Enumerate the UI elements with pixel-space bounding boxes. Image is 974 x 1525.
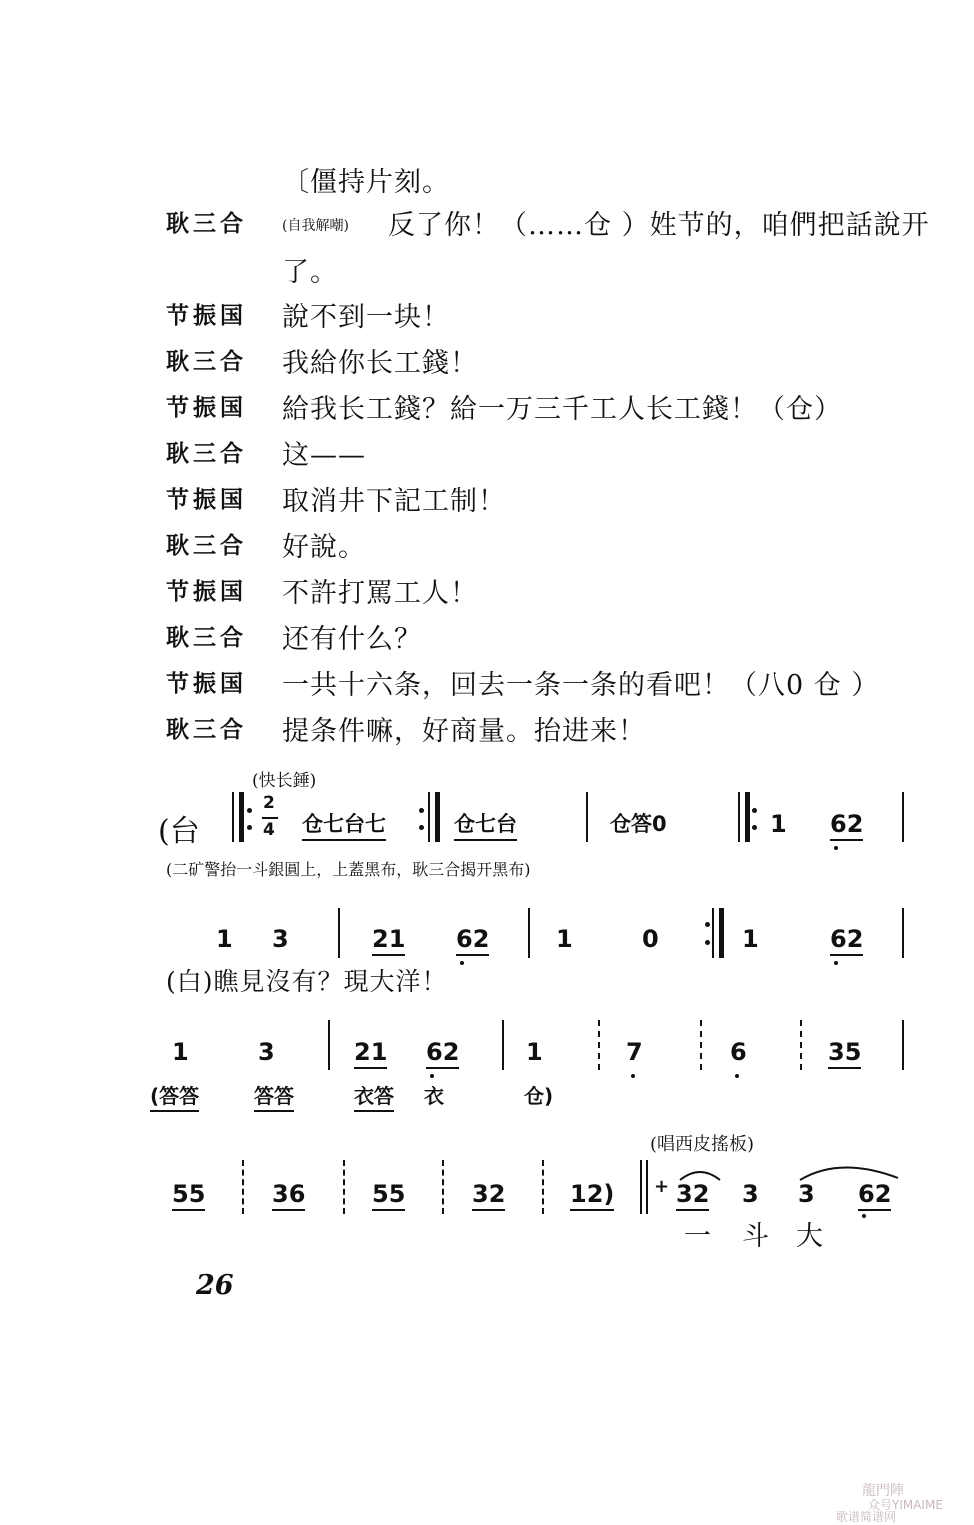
speaker-name: 节振国 bbox=[166, 487, 247, 513]
dialogue-line: 說不到一块！ bbox=[282, 302, 450, 333]
speaker-name: 耿三合 bbox=[166, 717, 247, 743]
low-octave-dot bbox=[834, 961, 838, 965]
note: 7 bbox=[626, 1038, 643, 1066]
note-pair: 32 bbox=[472, 1180, 505, 1211]
note: 6 bbox=[730, 1038, 747, 1066]
speaker-name: 节振国 bbox=[166, 671, 247, 697]
note-pair: 62 bbox=[426, 1038, 459, 1069]
stage-direction: 〔僵持片刻。 bbox=[282, 167, 450, 198]
dialogue-line: 提条件嘛，好商量。抬进来！ bbox=[282, 716, 646, 747]
repeat-start-barline bbox=[232, 792, 244, 842]
dialogue-line: 我給你长工錢！ bbox=[282, 348, 478, 379]
speaker-name: 耿三合 bbox=[166, 625, 247, 651]
note-pair-with-bracket bbox=[570, 1180, 614, 1208]
stage-direction: (二矿警抬一斗銀圓上，上蓋黑布，耿三合揭开黑布) bbox=[166, 860, 531, 879]
note-pair: 35 bbox=[828, 1038, 861, 1069]
note: 1 bbox=[556, 925, 573, 953]
slur bbox=[800, 1167, 898, 1180]
barline bbox=[640, 1160, 642, 1214]
rest: 0 bbox=[642, 925, 659, 953]
note: 3 bbox=[742, 1180, 759, 1208]
barline bbox=[902, 1020, 904, 1070]
repeat-dot bbox=[705, 922, 710, 927]
low-octave-dot bbox=[862, 1214, 866, 1218]
percussion-measure: 仓七台七 bbox=[302, 808, 386, 841]
dialogue-line: 給我长工錢？給一万三千工人长工錢！（仓） bbox=[282, 394, 842, 425]
repeat-end-barline bbox=[428, 792, 440, 842]
low-octave-dot bbox=[460, 961, 464, 965]
note: 1 bbox=[216, 925, 233, 953]
speaker-name: 节振国 bbox=[166, 579, 247, 605]
repeat-dot bbox=[247, 825, 252, 830]
dialogue-line: 这—— bbox=[282, 440, 366, 471]
lyric-syllable: 一 bbox=[684, 1221, 712, 1252]
tempo-marking: (唱西皮搖板) bbox=[650, 1134, 755, 1155]
dialogue-line: 一共十六条，回去一条一条的看吧！（八0 仓 ） bbox=[282, 670, 880, 701]
dashed-barline bbox=[800, 1020, 802, 1070]
barline bbox=[502, 1020, 504, 1070]
note: 3 bbox=[272, 925, 289, 953]
note-pair: 62 bbox=[858, 1180, 891, 1211]
repeat-start-barline bbox=[738, 792, 750, 842]
note-pair: 55 bbox=[372, 1180, 405, 1211]
barline bbox=[328, 1020, 330, 1070]
percussion-measure: 仓答0 bbox=[610, 812, 667, 836]
watermark-text: 歌谱简谱网 bbox=[836, 1510, 897, 1524]
speaker-name: 耿三合 bbox=[166, 441, 247, 467]
barline bbox=[646, 1160, 648, 1214]
note-pair: 55 bbox=[172, 1180, 205, 1211]
dashed-barline bbox=[542, 1160, 544, 1214]
lyric-syllable: 大 bbox=[796, 1221, 824, 1252]
note-pair: 21 bbox=[372, 925, 405, 956]
low-octave-dot bbox=[430, 1074, 434, 1078]
percussion-syllables: (答答 bbox=[150, 1080, 199, 1112]
note-pair: 36 bbox=[272, 1180, 305, 1211]
percussion-syllables: 仓) bbox=[524, 1084, 554, 1108]
low-octave-dot bbox=[631, 1074, 635, 1078]
note: 1 bbox=[172, 1038, 189, 1066]
speaker-name: 耿三合 bbox=[166, 211, 247, 237]
low-octave-dot bbox=[735, 1074, 739, 1078]
percussion-syllables: 衣答 bbox=[354, 1080, 394, 1112]
spoken-line: (白)瞧見沒有？現大洋！ bbox=[166, 967, 448, 996]
note: 3 bbox=[798, 1180, 815, 1208]
barline bbox=[528, 908, 530, 958]
speaker-name: 耿三合 bbox=[166, 349, 247, 375]
note-pair: 21 bbox=[354, 1038, 387, 1069]
repeat-end-barline bbox=[712, 908, 724, 958]
repeat-dot bbox=[752, 808, 757, 813]
dashed-barline bbox=[242, 1160, 244, 1214]
time-signature-line bbox=[262, 817, 278, 819]
percussion-syllables: 衣 bbox=[424, 1084, 444, 1108]
barline bbox=[902, 908, 904, 958]
repeat-dot bbox=[419, 825, 424, 830]
note: 3 bbox=[258, 1038, 275, 1066]
note: 1 bbox=[742, 925, 759, 953]
speaker-name: 节振国 bbox=[166, 303, 247, 329]
tempo-marking: (快长錘) bbox=[252, 771, 317, 791]
note-pair: 12) bbox=[570, 1180, 614, 1211]
dialogue-line-continued: 了。 bbox=[282, 257, 338, 288]
repeat-dot bbox=[705, 940, 710, 945]
barline bbox=[338, 908, 340, 958]
dashed-barline bbox=[598, 1020, 600, 1070]
time-signature-bottom: 4 bbox=[263, 820, 275, 840]
dashed-barline bbox=[700, 1020, 702, 1070]
dashed-barline bbox=[343, 1160, 345, 1214]
stage-note: (自我解嘲) bbox=[282, 218, 349, 234]
repeat-dot bbox=[752, 825, 757, 830]
dialogue-line: 取消井下記工制！ bbox=[282, 486, 506, 517]
dialogue-line: 反了你！（……仓 ）姓节的，咱們把話說开 bbox=[388, 210, 930, 241]
note-pair: 62 bbox=[456, 925, 489, 956]
repeat-dot bbox=[247, 808, 252, 813]
dialogue-line: 好說。 bbox=[282, 532, 366, 563]
page-number: 26 bbox=[196, 1270, 234, 1301]
note-pair: 62 bbox=[830, 925, 863, 956]
free-meter-mark: + bbox=[654, 1176, 670, 1197]
note: 1 bbox=[770, 810, 787, 838]
slur bbox=[680, 1172, 720, 1180]
note: 1 bbox=[526, 1038, 543, 1066]
note-pair: 32 bbox=[676, 1180, 709, 1211]
lyric-syllable: 斗 bbox=[742, 1221, 770, 1252]
dashed-barline bbox=[442, 1160, 444, 1214]
speaker-name: 节振国 bbox=[166, 395, 247, 421]
dialogue-line: 不許打罵工人！ bbox=[282, 578, 478, 609]
barline bbox=[902, 792, 904, 842]
watermark-logo: 龍門陣 bbox=[862, 1483, 904, 1499]
watermark-text: 众号YIMAIME bbox=[868, 1498, 943, 1512]
barline bbox=[586, 792, 588, 842]
percussion-lead: (台 bbox=[158, 814, 200, 849]
dialogue-line: 还有什么？ bbox=[282, 624, 422, 655]
low-octave-dot bbox=[834, 846, 838, 850]
percussion-measure: 仓七台 bbox=[454, 808, 517, 841]
percussion-syllables: 答答 bbox=[254, 1080, 294, 1112]
note-pair: 62 bbox=[830, 810, 863, 841]
speaker-name: 耿三合 bbox=[166, 533, 247, 559]
time-signature-top: 2 bbox=[263, 793, 275, 813]
repeat-dot bbox=[419, 808, 424, 813]
